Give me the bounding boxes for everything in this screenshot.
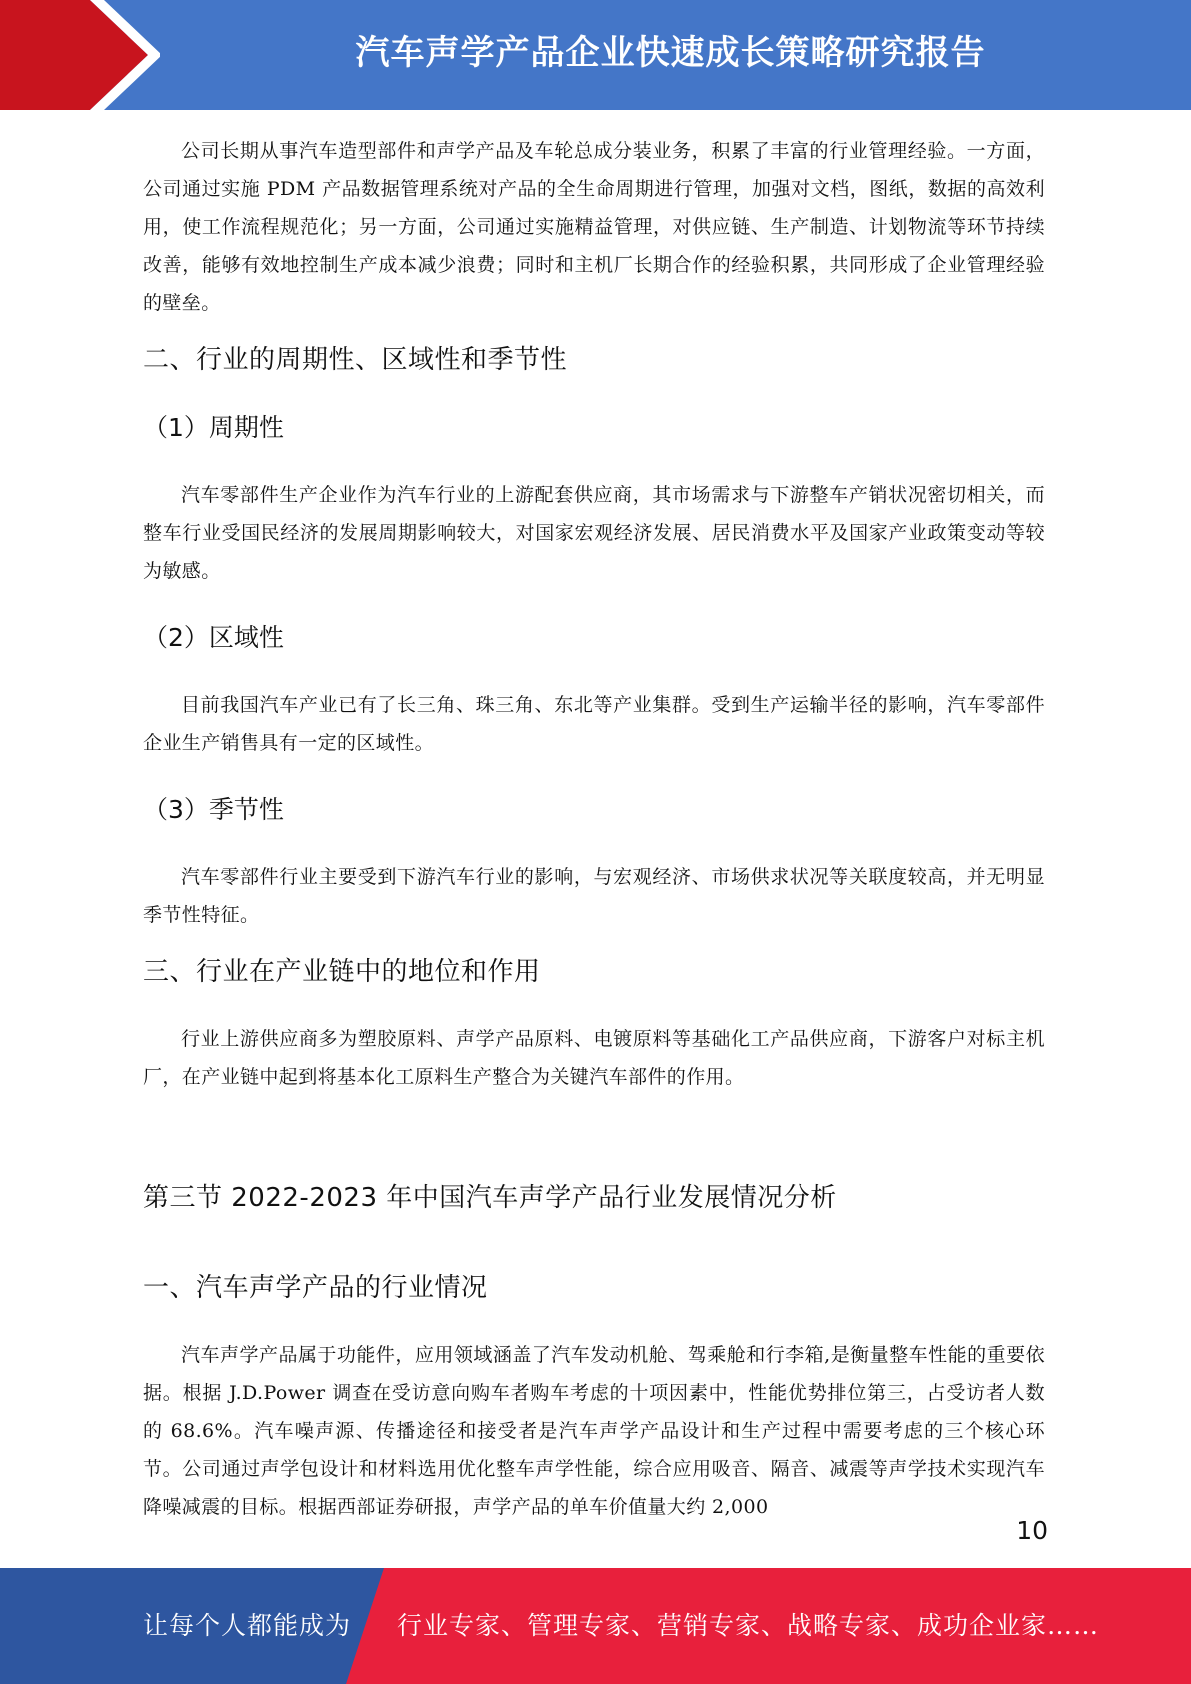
heading-industry-situation: 一、汽车声学产品的行业情况 (143, 1273, 488, 1303)
heading-cyclical-regional-seasonal: 二、行业的周期性、区域性和季节性 (143, 345, 568, 375)
heading-industry-chain: 三、行业在产业链中的地位和作用 (143, 957, 541, 987)
paragraph-regional: 目前我国汽车产业已有了长三角、珠三角、东北等产业集群。受到生产运输半径的影响，汽车零部件企业生产销售具有一定的区域性。 (143, 694, 1045, 754)
page-number: 10 (1016, 1516, 1048, 1545)
paragraph-industry-situation: 汽车声学产品属于功能件，应用领域涵盖了汽车发动机舱、驾乘舱和行李箱,是衡量整车性能的重要依据。根据 J.D.Power 调查在受访意向购车者购车考虑的十项因素中，性能优势排位第三，占受访者人数的 68.6%。汽车噪声源、传播途径和接受者是汽车声学产品设计和生产过程中需要考虑的三个核心环节。公司通过声学包设计和材料选用优化整车声学性能，综合应用吸音、隔音、减震等声学技术实现汽车降噪减震的目标。根据西部证券研报，声学产品的单车价值量大约 2,000 (143, 1344, 1045, 1518)
report-title: 汽车声学产品企业快速成长策略研究报告 (355, 33, 986, 73)
document-body (143, 132, 1045, 1526)
heading-periodicity: （1）周期性 (143, 413, 284, 442)
header-red-shape (0, 0, 148, 110)
header-chevron-decoration (0, 0, 160, 110)
page-footer (0, 1568, 1191, 1684)
footer-slogan-right: 行业专家、管理专家、营销专家、战略专家、成功企业家…… (397, 1611, 1100, 1640)
heading-section-three: 第三节 2022-2023 年中国汽车声学产品行业发展情况分析 (143, 1183, 837, 1213)
footer-slogan-left: 让每个人都能成为 (143, 1611, 352, 1640)
paragraph-periodicity: 汽车零部件生产企业作为汽车行业的上游配套供应商，其市场需求与下游整车产销状况密切相关，而整车行业受国民经济的发展周期影响较大，对国家宏观经济发展、居民消费水平及国家产业政策变动等较为敏感。 (143, 484, 1045, 582)
paragraph-seasonal: 汽车零部件行业主要受到下游汽车行业的影响，与宏观经济、市场供求状况等关联度较高，并无明显季节性特征。 (143, 866, 1045, 926)
heading-regional: （2）区域性 (143, 623, 284, 652)
paragraph-industry-chain: 行业上游供应商多为塑胶原料、声学产品原料、电镀原料等基础化工产品供应商，下游客户对标主机厂，在产业链中起到将基本化工原料生产整合为关键汽车部件的作用。 (143, 1028, 1045, 1088)
page-header (0, 0, 1191, 110)
heading-seasonal: （3）季节性 (143, 795, 284, 824)
paragraph-management-experience: 公司长期从事汽车造型部件和声学产品及车轮总成分装业务，积累了丰富的行业管理经验。一方面，公司通过实施 PDM 产品数据管理系统对产品的全生命周期进行管理，加强对文档，图纸，数据的高效利用，使工作流程规范化；另一方面，公司通过实施精益管理，对供应链、生产制造、计划物流等环节持续改善，能够有效地控制生产成本减少浪费；同时和主机厂长期合作的经验积累，共同形成了企业管理经验的壁垒。 (143, 140, 1045, 314)
